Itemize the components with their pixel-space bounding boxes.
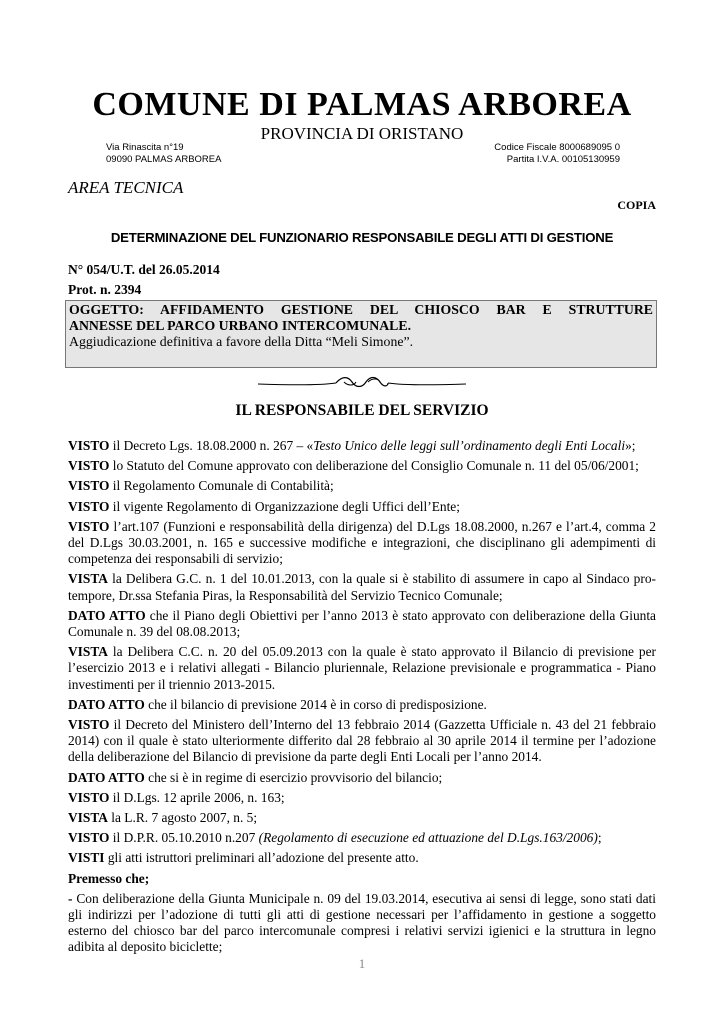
paragraph <box>68 810 656 826</box>
paragraph-text: il D.P.R. 05.10.2010 n.207 <box>109 830 259 846</box>
paragraph-lead: VISTO <box>68 717 110 733</box>
section-title: IL RESPONSABILE DEL SERVIZIO <box>235 402 489 419</box>
ornament-divider-icon <box>256 372 468 394</box>
paragraph-lead: VISTO <box>68 498 110 514</box>
paragraph-italic: Testo Unico delle leggi sull’ordinamento degli Enti Locali <box>313 438 626 453</box>
area-label: AREA TECNICA <box>68 178 184 197</box>
paragraph-lead: VISTO <box>68 830 110 846</box>
paragraph-text: che il bilancio di previsione 2014 è in corso di predisposizione. <box>144 696 487 712</box>
paragraph-text: Con deliberazione della Giunta Municipale n. 09 del 19.03.2014, esecutiva ai sensi di legge, sono stati dati gli indirizzi per l’adozione di tutti gli atti di gestione necessari per l’affidamento in gestione a soggetto esterno del chiosco bar del parco intercomunale compresi i relativi servizi igienici e la struttura in legno adibita al deposito biciclette; <box>68 890 656 955</box>
paragraph <box>68 438 656 454</box>
paragraph-lead: VISTA <box>68 810 108 826</box>
determination-number: N° 054/U.T. del 26.05.2014 <box>68 262 220 277</box>
paragraph <box>68 644 656 693</box>
subject-box <box>65 300 657 368</box>
determination-title: DETERMINAZIONE DEL FUNZIONARIO RESPONSABILE DEGLI ATTI DI GESTIONE <box>110 230 614 245</box>
paragraph-tail: »; <box>625 438 636 453</box>
province-subtitle: PROVINCIA DI ORISTANO <box>260 124 464 143</box>
paragraph-text: che il Piano degli Obiettivi per l’anno 2013 è stato approvato con deliberazione della Giunta Comunale n. 39 del 08.08.2013; <box>68 607 656 640</box>
subject-line-1: OGGETTO: AFFIDAMENTO GESTIONE DEL CHIOSCO BAR E STRUTTURE <box>69 302 653 317</box>
paragraph-italic: (Regolamento di esecuzione ed attuazione del D.Lgs.163/2006) <box>258 830 598 846</box>
paragraph-lead: VISTO <box>68 438 110 453</box>
paragraph-text: la L.R. 7 agosto 2007, n. 5; <box>107 810 258 826</box>
municipality-title: COMUNE DI PALMAS ARBOREA <box>92 86 632 123</box>
paragraph-text: il vigente Regolamento di Organizzazione degli Uffici dell’Ente; <box>109 498 460 514</box>
paragraph <box>68 608 656 640</box>
paragraph <box>68 571 656 603</box>
paragraph-tail: ; <box>597 830 602 846</box>
paragraph <box>68 458 656 474</box>
paragraph <box>68 770 656 786</box>
paragraph <box>68 478 656 494</box>
paragraph-lead: VISTO <box>68 789 110 805</box>
paragraph-text: il Decreto del Ministero dell’Interno del 13 febbraio 2014 (Gazzetta Ufficiale n. 43 del 21 febbraio 2014) con il quale è stato ulteriormente differito dal 28 febbraio al 30 aprile 2014 il termine per l’adozione della deliberazione del Bilancio di previsione da parte degli Enti Locali per l’anno 2014. <box>68 717 656 765</box>
tax-code: Codice Fiscale 8000689095 0 <box>494 142 620 153</box>
paragraph <box>68 891 656 956</box>
paragraph-lead: VISTO <box>68 458 110 474</box>
vat-number: Partita I.V.A. 00105130959 <box>506 154 620 165</box>
paragraph-text: lo Statuto del Comune approvato con deliberazione del Consiglio Comunale n. 11 del 05/06/2001; <box>109 458 639 474</box>
paragraph-text: il D.Lgs. 12 aprile 2006, n. 163; <box>109 789 285 805</box>
paragraph-lead: - <box>68 890 73 906</box>
paragraph-lead: DATO ATTO <box>68 769 145 785</box>
paragraph <box>68 850 656 866</box>
paragraph-lead: VISTA <box>68 571 108 587</box>
paragraph-text: il Regolamento Comunale di Contabilità; <box>109 478 334 494</box>
page-number: 1 <box>358 956 366 971</box>
protocol-number: Prot. n. 2394 <box>68 282 142 297</box>
paragraph <box>68 871 656 887</box>
document-body <box>68 438 656 960</box>
paragraph-lead: VISTO <box>68 518 110 534</box>
paragraph-lead: DATO ATTO <box>68 607 146 623</box>
paragraph-text: il Decreto Lgs. 18.08.2000 n. 267 – « <box>109 438 314 453</box>
paragraph-text: che si è in regime di esercizio provvisorio del bilancio; <box>144 769 443 785</box>
paragraph-lead: VISTO <box>68 478 110 494</box>
subject-line-2: ANNESSE DEL PARCO URBANO INTERCOMUNALE. <box>69 318 412 333</box>
paragraph-text: la Delibera G.C. n. 1 del 10.01.2013, con la quale si è stabilito di assumere in capo al Sindaco pro-tempore, Dr.ssa Stefania Piras, la Responsabilità del Servizio Tecnico Comunale; <box>68 571 656 603</box>
paragraph <box>68 830 656 846</box>
paragraph-text: gli atti istruttori preliminari all’adozione del presente atto. <box>104 850 419 866</box>
paragraph-text: la Delibera C.C. n. 20 del 05.09.2013 con la quale è stato approvato il Bilancio di previsione per l’esercizio 2013 e i relativi allegati - Bilancio pluriennale, Relazione previsionale e programmatica - Piano investimenti per il triennio 2013-2015. <box>68 644 656 692</box>
address-line-2: 09090 PALMAS ARBOREA <box>106 154 222 165</box>
copy-label: COPIA <box>617 198 656 212</box>
paragraph <box>68 697 656 713</box>
paragraph-lead: DATO ATTO <box>68 696 145 712</box>
subject-line-3: Aggiudicazione definitiva a favore della Ditta “Meli Simone”. <box>69 334 414 349</box>
paragraph-lead: VISTA <box>68 644 108 660</box>
paragraph-lead: VISTI <box>68 850 105 866</box>
address-line-1: Via Rinascita n°19 <box>106 142 184 153</box>
paragraph <box>68 790 656 806</box>
paragraph-lead: Premesso che; <box>68 870 150 886</box>
paragraph <box>68 717 656 766</box>
paragraph <box>68 519 656 568</box>
paragraph <box>68 499 656 515</box>
paragraph-text: l’art.107 (Funzioni e responsabilità della dirigenza) del D.Lgs 18.08.2000, n.267 e l’art.4, comma 2 del D.Lgs 30.03.2001, n. 165 e successive modifiche e integrazioni, che disciplinano gli adempimenti di competenza dei responsabili di servizio; <box>68 518 656 567</box>
